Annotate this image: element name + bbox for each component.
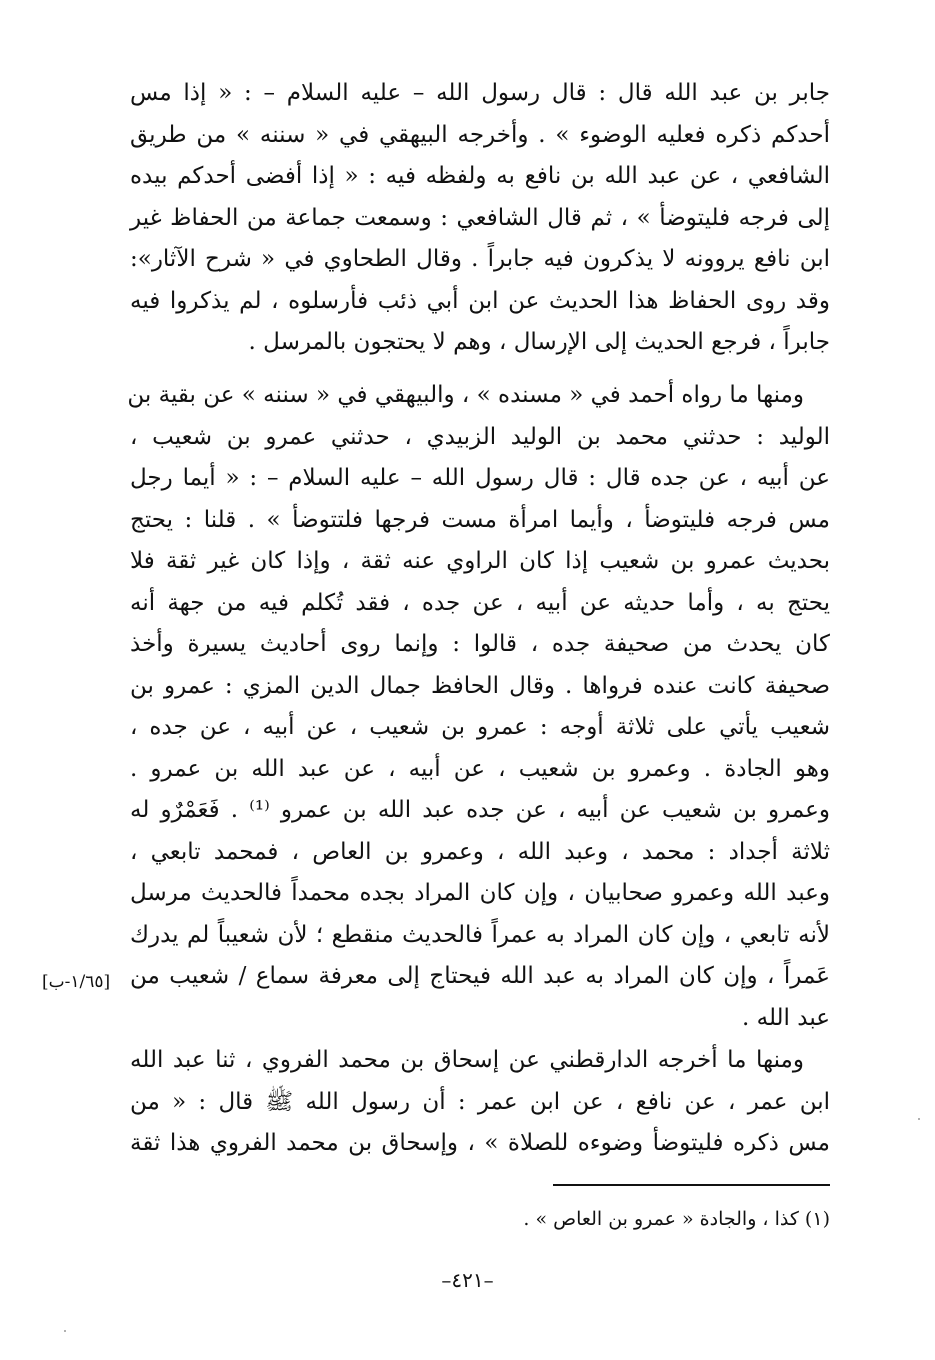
text-line: صحيفة كانت عنده فرواها . وقال الحافظ جمال الدين المزي : عمرو بن [130, 672, 830, 699]
text-line: كان يحدث من صحيفة جده ، قالوا : وإنما روى أحاديث يسيرة وأخذ [130, 631, 830, 657]
text-line: جابراً ، فرجع الحديث إلى الإرسال ، وهم لا يحتجون بالمرسل . [248, 329, 830, 355]
paragraph-1 [130, 73, 830, 364]
text-line: وهو الجادة . وعمرو بن شعيب ، عن أبيه ، عن عبد الله بن عمرو . [130, 755, 830, 782]
footnote: (١) كذا ، والجادة « عمرو بن العاص » . [523, 1208, 830, 1230]
page-number: –٤٢١– [441, 1268, 494, 1292]
text-line: وعبد الله وعمرو صحابيان ، وإن كان المراد بجده محمداً فالحديث مرسل [130, 880, 830, 906]
text-line: إلى فرجه فليتوضأ » ، ثم قال الشافعي : وسمعت جماعة من الحفاظ غير [130, 204, 830, 231]
scan-speck [64, 1330, 66, 1332]
text-line: عَمراً ، وإن كان المراد به عبد الله فيحتاج إلى معرفة سماع / شعيب من [130, 963, 830, 989]
text-line: وعمرو بن شعيب عن أبيه ، عن جده عبد الله بن عمرو ⁽¹⁾ . فَعَمْرٌو له [130, 797, 830, 823]
text-line: وقد روى الحفاظ هذا الحديث عن ابن أبي ذئب فأرسلوه ، لم يذكروا فيه [130, 287, 830, 314]
text-line: ابن عمر ، عن نافع ، عن ابن عمر : أن رسول الله ﷺ قال : « من [130, 1088, 830, 1115]
text-line: مس ذكره فليتوضأ وضوءه للصلاة » ، وإسحاق بن محمد الفروي هذا ثقة [130, 1130, 830, 1156]
paragraph-2 [127, 375, 830, 1039]
text-line: بحديث عمرو بن شعيب إذا كان الراوي عنه ثقة ، وإذا كان غير ثقة فلا [130, 548, 830, 574]
text-line: لأنه تابعي ، وإن كان المراد به عمراً فالحديث منقطع ؛ لأن شعيباً لم يدرك [130, 921, 830, 948]
footnote-separator [553, 1184, 830, 1186]
text-line: ومنها ما رواه أحمد في « مسنده » ، والبيهقي في « سننه » عن بقية بن [127, 382, 804, 408]
paragraph-3 [130, 1040, 830, 1165]
text-line: ابن نافع يروونه لا يذكرون فيه جابراً . وقال الطحاوي في « شرح الآثار»: [130, 246, 830, 272]
text-line: جابر بن عبد الله قال : قال رسول الله – عليه السلام – : « إذا مس [130, 80, 830, 106]
text-line: ومنها ما أخرجه الدارقطني عن إسحاق بن محمد الفروي ، ثنا عبد الله [130, 1047, 804, 1073]
text-line: الشافعي ، عن عبد الله بن نافع به ولفظه فيه : « إذا أفضى أحدكم بيده [130, 163, 830, 189]
margin-folio-note: [١/٦٥-ب] [42, 972, 111, 992]
text-line: الوليد : حدثني محمد بن الوليد الزبيدي ، حدثني عمرو بن شعيب ، [130, 423, 830, 450]
scan-speck [918, 1118, 920, 1120]
text-line: يحتج به ، وأما حديثه عن أبيه ، عن جده ، فقد تُكلم فيه من جهة أنه [130, 589, 830, 616]
text-line: شعيب يأتي على ثلاثة أوجه : عمرو بن شعيب ، عن أبيه ، عن جده ، [130, 714, 830, 740]
text-line: ثلاثة أجداد : محمد ، وعبد الله ، وعمرو بن العاص ، فمحمد تابعي ، [130, 838, 830, 865]
text-line: مس فرجه فليتوضأ ، وأيما امرأة مست فرجها فلتتوضأ » . قلنا : يحتج [130, 506, 830, 533]
text-line: عبد الله . [741, 1004, 830, 1031]
text-line: عن أبيه ، عن جده قال : قال رسول الله – عليه السلام – : « أيما رجل [130, 465, 830, 491]
text-line: أحدكم ذكره فعليه الوضوء » . وأخرجه البيهقي في « سننه » من طريق [130, 121, 830, 148]
